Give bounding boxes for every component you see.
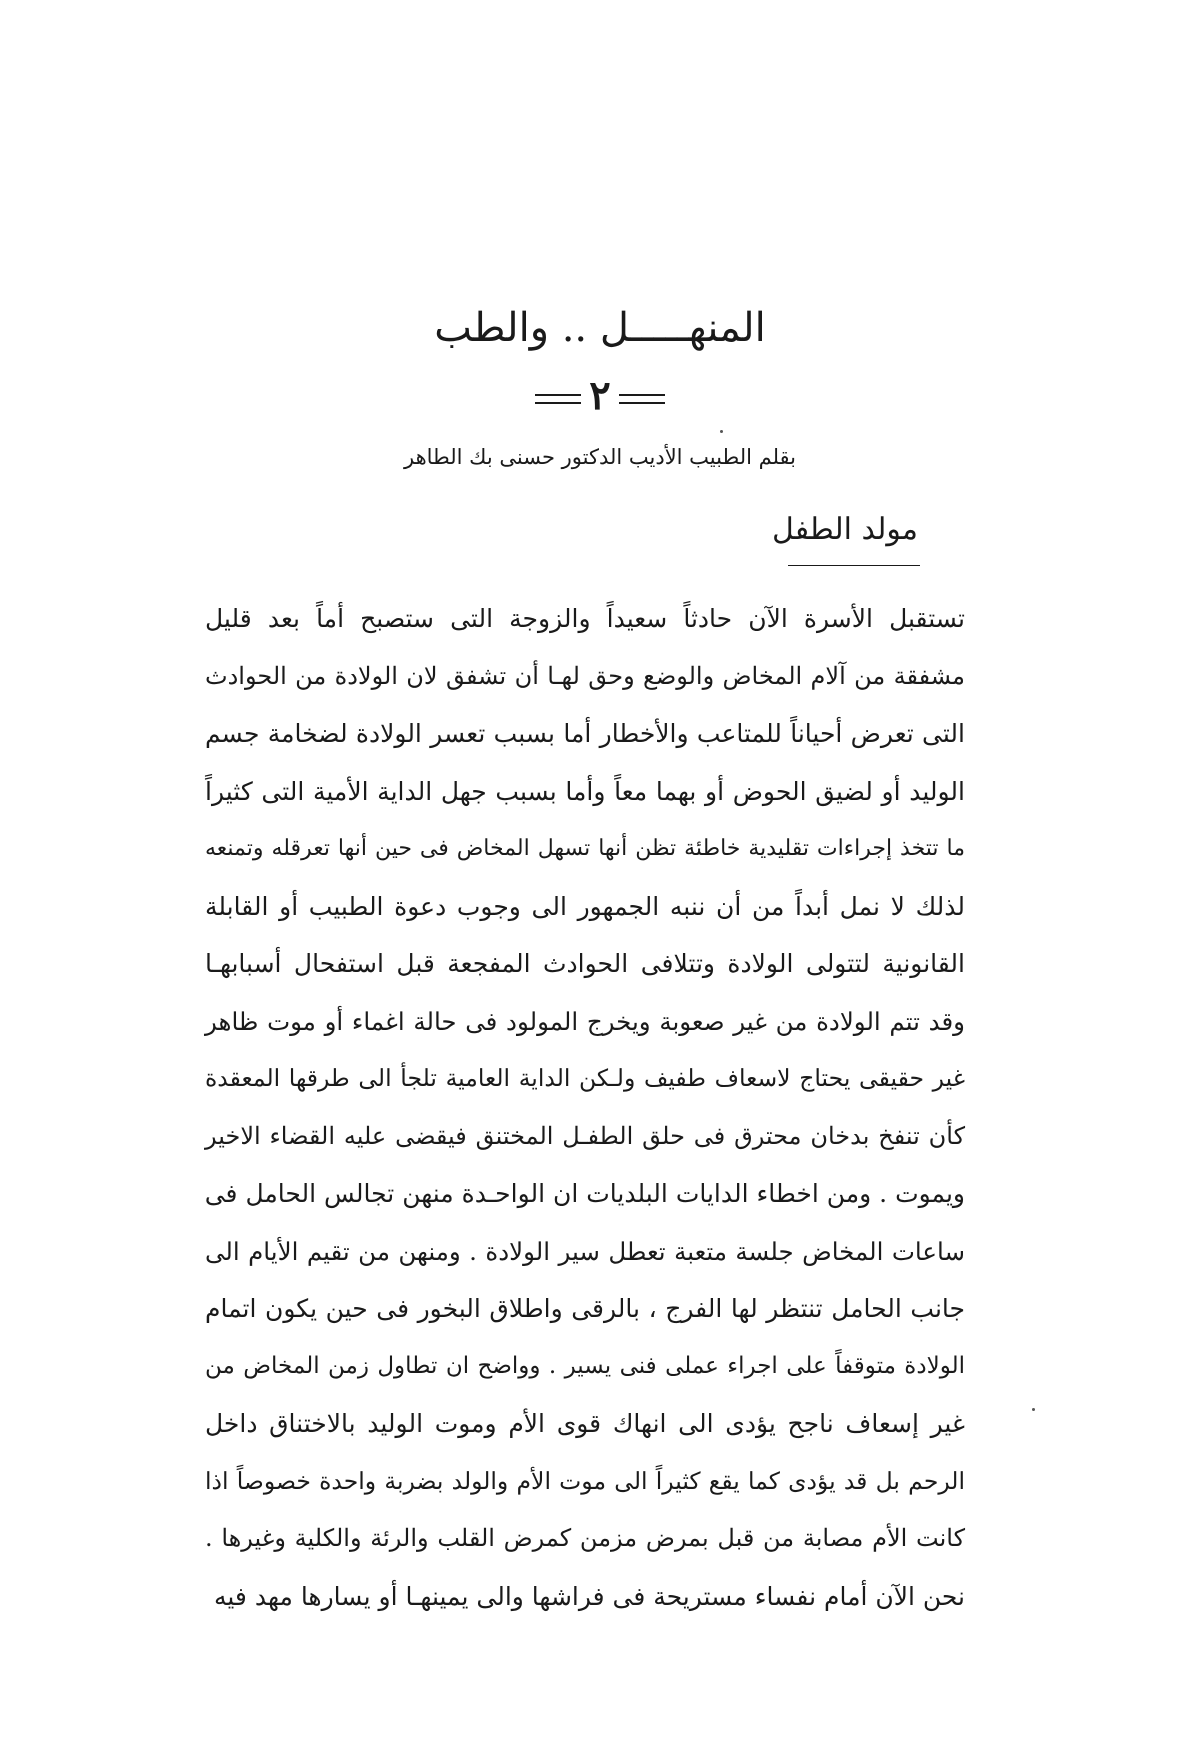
text-line: القانونية لتتولى الولادة وتتلافى الحوادث المفجعة قبل استفحال أسبابهـا xyxy=(205,949,965,978)
text-line: وقد تتم الولادة من غير صعوبة ويخرج المولود فى حالة اغماء أو موت ظاهر xyxy=(205,1006,965,1036)
number-rule-left xyxy=(535,394,581,404)
article-number-value: ٢ xyxy=(589,372,611,419)
text-line: غير حقيقى يحتاج لاسعاف طفيف ولـكن الداية العامية تلجأ الى طرقها المعقدة xyxy=(205,1064,965,1092)
scan-speck xyxy=(720,430,723,433)
text-line: كانت الأم مصابة من قبل بمرض مزمن كمرض القلب والرئة والكلية وغيرها . xyxy=(205,1524,965,1552)
text-line: الوليد أو لضيق الحوض أو بهما معاً وأما بسبب جهل الداية الأمية التى كثيراً xyxy=(205,776,965,806)
text-line: جانب الحامل تنتظر لها الفرج ، بالرقى واطلاق البخور فى حين يكون اتمام xyxy=(205,1294,965,1323)
text-line: تستقبل الأسرة الآن حادثاً سعيداً والزوجة التى ستصبح أماً بعد قليل xyxy=(205,604,965,633)
text-line: الولادة متوقفاً على اجراء عملى فنى يسير . وواضح ان تطاول زمن المخاض من xyxy=(205,1352,965,1379)
number-rule-right xyxy=(619,394,665,404)
text-line: التى تعرض أحياناً للمتاعب والأخطار أما بسبب تعسر الولادة لضخامة جسم xyxy=(205,719,965,748)
article-number xyxy=(0,372,1200,419)
text-line: غير إسعاف ناجح يؤدى الى انهاك قوى الأم وموت الوليد بالاختناق داخل xyxy=(205,1409,965,1438)
text-line: نحن الآن أمام نفساء مستريحة فى فراشها والى يمينهـا أو يسارها مهد فيه xyxy=(213,1581,965,1611)
article-title: المنهـــــل .. والطب xyxy=(434,305,766,351)
text-line: الرحم بل قد يؤدى كما يقع كثيراً الى موت الأم والولد بضربة واحدة خصوصاً اذا xyxy=(205,1466,965,1495)
text-line: كأن تنفخ بدخان محترق فى حلق الطفـل المختنق فيقضى عليه القضاء الاخير xyxy=(205,1121,965,1150)
article-byline: بقلم الطبيب الأديب الدكتور حسنى بك الطاهر xyxy=(403,445,797,469)
text-line: لذلك لا نمل أبداً من أن ننبه الجمهور الى وجوب دعوة الطبيب أو القابلة xyxy=(205,891,965,921)
section-heading-underline xyxy=(788,565,920,566)
text-line: ما تتخذ إجراءات تقليدية خاطئة تظن أنها تسهل المخاض فى حين أنها تعرقله وتمنعه xyxy=(205,836,965,861)
text-line: ويموت . ومن اخطاء الدايات البلديات ان الواحـدة منهن تجالس الحامل فى xyxy=(204,1179,965,1208)
section-heading: مولد الطفل xyxy=(772,512,918,547)
text-line: ساعات المخاض جلسة متعبة تعطل سير الولادة . ومنهن من تقيم الأيام الى xyxy=(205,1236,965,1266)
scan-speck xyxy=(1032,1408,1035,1411)
article-body xyxy=(205,590,965,1625)
text-line: مشفقة من آلام المخاض والوضع وحق لهـا أن تشفق لان الولادة من الحوادث xyxy=(205,661,965,690)
